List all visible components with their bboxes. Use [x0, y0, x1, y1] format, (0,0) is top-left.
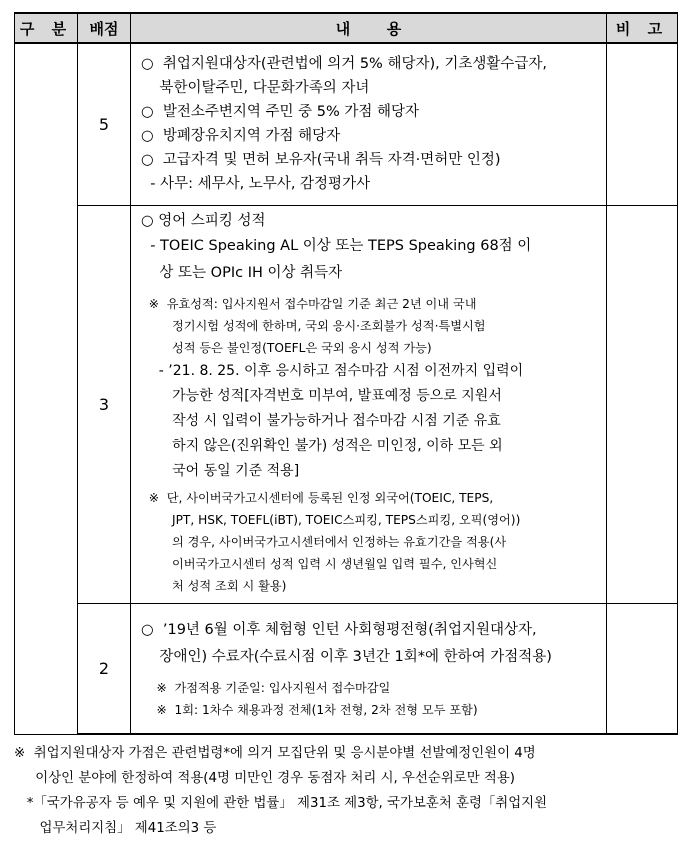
content-line: ○ 취업지원대상자(관련법에 의거 5% 해당자), 기초생활수급자, [141, 55, 548, 72]
content-line: - TOEIC Speaking AL 이상 또는 TEPS Speaking 68점 이 [141, 237, 532, 254]
document [14, 12, 677, 841]
footnote-line: ※ 취업지원대상자 가점은 관련법령*에 의거 모집단위 및 응시분야별 선발예정인원이 4명 [14, 746, 536, 761]
content-line: 하지 않은(진위확인 불가) 성적은 미인정, 이하 모든 외 [141, 437, 503, 454]
note-line: ※ 1회: 1차수 채용과정 전체(1차 전형, 2차 전형 모두 포함) [141, 703, 478, 718]
content-line: 북한이탈주민, 다문화가족의 자녀 [141, 79, 370, 96]
note-line: 성적 등은 불인정(TOEFL은 국외 응시 성적 가능) [141, 340, 432, 355]
table-row [15, 205, 678, 603]
content-line: ○ ’19년 6월 이후 체험형 인턴 사회형평전형(취업지원대상자, [141, 622, 537, 639]
remark-cell [607, 43, 678, 205]
scoring-table [14, 12, 678, 735]
table-row [15, 603, 678, 734]
note-line: 의 경우, 사이버국가고시센터에서 인정하는 유효기간을 적용(사 [141, 534, 507, 549]
content-line: 작성 시 입력이 불가능하거나 접수마감 시점 기준 유효 [141, 412, 501, 429]
content-line: 상 또는 OPIc IH 이상 취득자 [141, 264, 343, 281]
content-line: - ’21. 8. 25. 이후 응시하고 점수마감 시점 이전까지 입력이 [141, 362, 524, 379]
content-line: 장애인) 수료자(수료시점 이후 3년간 1회*에 한하여 가점적용) [141, 649, 552, 666]
score-cell: 2 [78, 603, 131, 734]
content-cell [131, 205, 607, 603]
content-line: 국어 동일 기준 적용] [141, 462, 300, 479]
note-line: JPT, HSK, TOEFL(iBT), TOEIC스피킹, TEPS스피킹, 오픽(영어)) [141, 512, 521, 527]
footnote-line: *「국가유공자 등 예우 및 지원에 관한 법률」 제31조 제3항, 국가보훈처 훈령「취업지원 [14, 796, 548, 811]
footnotes [14, 741, 677, 841]
footnote-line: 업무처리지침」 제41조의3 등 [14, 821, 217, 836]
content-line: ○ 고급자격 및 면허 보유자(국내 취득 자격·면허만 인정) [141, 151, 501, 168]
content-line: ○ 방폐장유치지역 가점 해당자 [141, 127, 341, 144]
table-row [15, 43, 678, 205]
content-line: ○ 영어 스피킹 성적 [141, 212, 266, 229]
remark-cell [607, 205, 678, 603]
header-content: 내 용 [131, 13, 607, 43]
note-line: ※ 유효성적: 입사지원서 접수마감일 기준 최근 2년 이내 국내 [141, 296, 477, 311]
footnote-line: 이상인 분야에 한정하여 적용(4명 미만인 경우 동점자 처리 시, 우선순위로만 적용) [14, 771, 516, 786]
content-cell [131, 43, 607, 205]
content-line: ○ 발전소주변지역 주민 중 5% 가점 해당자 [141, 103, 420, 120]
header-remark: 비 고 [607, 13, 678, 43]
category-cell [15, 43, 78, 734]
score-cell: 5 [78, 43, 131, 205]
content-line: 가능한 성적[자격번호 미부여, 발표예정 등으로 지원서 [141, 387, 502, 404]
remark-cell [607, 603, 678, 734]
content-line: - 사무: 세무사, 노무사, 감정평가사 [141, 175, 371, 192]
score-cell: 3 [78, 205, 131, 603]
note-line: 처 성적 조회 시 활용) [141, 578, 287, 593]
note-line: 정기시험 성적에 한하며, 국외 응시·조회불가 성적·특별시험 [141, 318, 486, 333]
note-line: 이버국가고시센터 성적 입력 시 생년월일 입력 필수, 인사혁신 [141, 556, 498, 571]
note-line: ※ 가점적용 기준일: 입사지원서 접수마감일 [141, 681, 391, 696]
header-category: 구 분 [15, 13, 78, 43]
content-cell [131, 603, 607, 734]
note-line: ※ 단, 사이버국가고시센터에 등록된 인정 외국어(TOEIC, TEPS, [141, 490, 494, 505]
table-header-row [15, 13, 678, 43]
header-score: 배점 [78, 13, 131, 43]
